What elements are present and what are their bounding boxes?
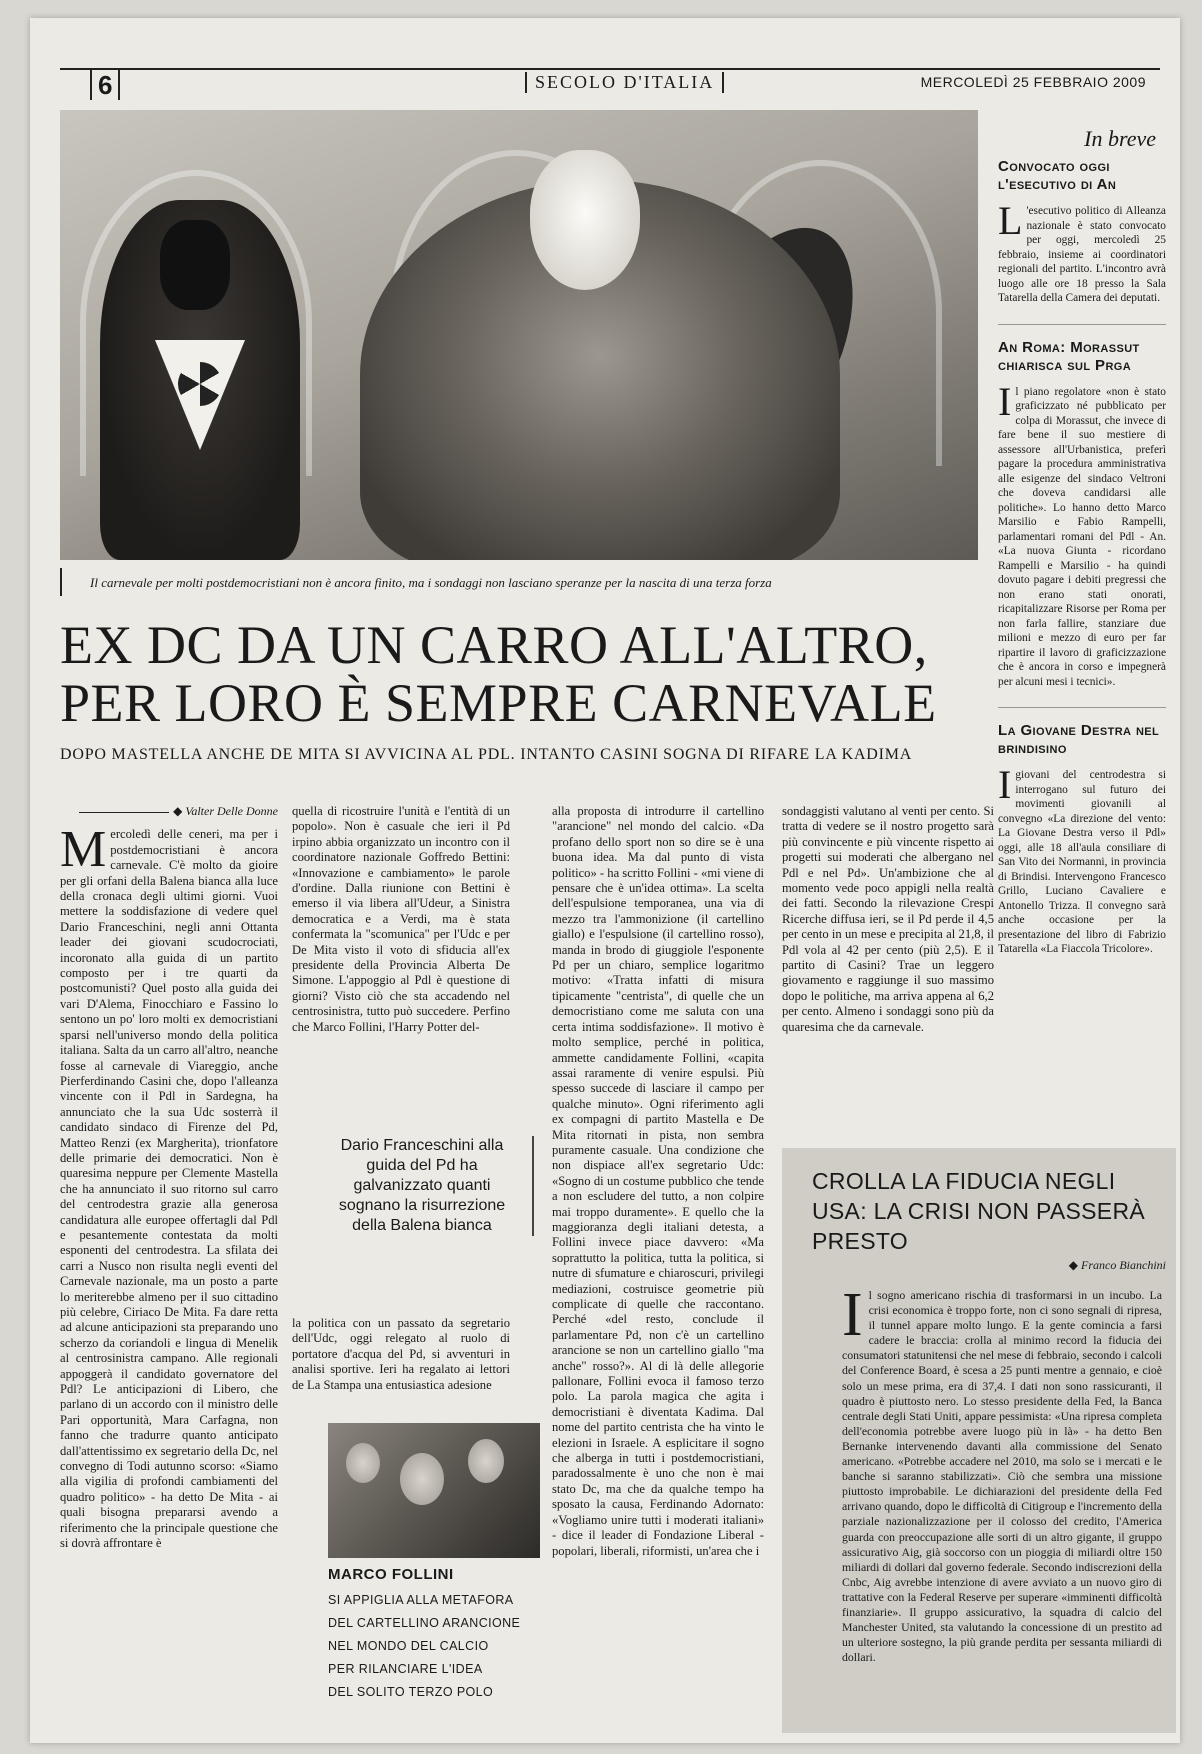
byline: ◆ Valter Delle Donne: [60, 804, 278, 819]
masthead: SECOLO D'ITALIA: [525, 72, 724, 93]
body-text: sondaggisti valutano al venti per cento. Si tratta di vedere se il nostro progetto sarà più convincente e più vincente rispetto ai progetti sui moderati che albergano nel Pdl e nel Pd». Un'ambizione che al momento vede poco appigli nella realtà dei fatti. Secondo la rilevazione Crespi Ricerche diffusa ieri, se il Pd perde il 4,5 per cento in un mese e precipita al 21,8, il Pdl vola al 42 per cento (più 2,5). E il partito di Casini? Trae un leggero giovamento e raggiunge il suo massimo dopo le politiche, ma arriva appena al 6,2 per cento. Almeno i sondaggi sono più da quaresima che da carnevale.: [782, 804, 994, 1034]
follini-photo: [328, 1423, 540, 1558]
headline-line: PER LORO È SEMPRE CARNEVALE: [60, 673, 937, 733]
article-column-3: [552, 804, 764, 1559]
byline-author: Valter Delle Donne: [185, 804, 278, 818]
pullquote: Dario Franceschini alla guida del Pd ha galvanizzato quanti sognano la risurrezione della Balena bianca: [322, 1136, 534, 1236]
inset-name: MARCO FOLLINI: [328, 1566, 454, 1583]
newspaper-page: [30, 18, 1180, 1743]
body-text: ercoledì delle ceneri, ma per i postdemocristiani è ancora carnevale. C'è molto da gioire per gli orfani della Balena bianca alla luce della cronaca degli ultimi giorni. Vuoi mettere la soddisfazione di vedere quel Dario Franceschini, negli anni Ottanta leader dei giovani scudocrociati, incoronato alla guida di un partito composto per i tre quarti da postcomunisti? Quel posto alla guida dei vari D'Alema, Finocchiaro e Fassino lo sentono un po' loro molti ex democristiani sparsi nell'universo mondo della politica italiana. Salta da un carro all'altro, neanche fosse al carnevale di Viareggio, anche Pierferdinando Casini che, dopo l'alleanza vincente con il Pdl in Sardegna, ha annunciato che la sua Udc sosterrà il candidato sindaco di Firenze del Pd, Matteo Renzi (ex Margherita), trionfatore delle primarie dei democratici. Non è quaresima neppure per Clemente Mastella che ha annunciato il suo ritorno sul carro del centrodestra grazie alla generosa candidatura alle europee offertagli dal Pdl e pesantemente contestata da molti esponenti del centrodestra. La sfilata dei carri a Nusco non risulta negli eventi del Carnevale nazionale, ma un posto a parte lo meriterebbe almeno per il suo cittadino più celebre, Ciriaco De Mita. Fa dare retta ad alcune anticipazioni sta preparando uno scherzo da coriandoli e lingua di Menelik al centrosinistra campano. Alle regionali appoggerà il candidato governatore del Pdl? Le anticipazioni di Libero, che parlano di un accordo con il ministro delle Pari opportunità, Mara Carfagna, non fanno che tradurre quanto anticipato dall'attentissimo ex segretario della Dc, nel convegno di Todi autunno scorso: «Siamo alla vigilia di profondi cambiamenti del quadro politico» - ha detto De Mita - ai quali bisogna prepararsi avendo a riferimento che la principale questione che si dovrà affrontare è: [60, 827, 278, 1551]
box-title: CROLLA LA FIDUCIA NEGLI USA: LA CRISI NON PASSERÀ PRESTO: [812, 1168, 1146, 1254]
article-column-1: [60, 804, 278, 1552]
box-body: [842, 1281, 1162, 1665]
brief-title: An Roma: Morassut chiarisca sul Prga: [998, 338, 1140, 374]
body-text: quella di ricostruire l'unità e l'entità di un popolo». Non è casuale che ieri il Pd irpino abbia organizzato un incontro con il coordinatore nazionale Goffredo Bettini: «Innovazione e cambiamento» le parole d'ordine. Dalla riunione con Bettini è emerso il via libera all'Udeur, a Sinistra democratica e a Verdi, ma è stata confermata la "scomunica" per l'Udc e per De Mita visto il voto di sfiducia all'ex presidente della Provincia Alberta De Simone. L'appoggio al Pdl è questione di giorni? Visto ciò che sta accadendo nel centrosinistra, tutto può succedere. Perfino che Marco Follini, l'Harry Potter del-: [292, 804, 510, 1034]
sidebar-label: In breve: [1084, 126, 1156, 151]
white-mask: [530, 150, 640, 290]
dropcap: I: [998, 378, 1012, 424]
header-rule: [60, 68, 1160, 70]
byline-rule: [79, 812, 169, 813]
page-header: [60, 48, 1160, 98]
brief-title: Convocato oggi l'esecutivo di An: [998, 158, 1117, 193]
article-column-4: [782, 804, 994, 1035]
headline-line: EX DC DA UN CARRO ALL'ALTRO,: [60, 615, 928, 675]
brief-title: La Giovane Destra nel brindisino: [998, 722, 1160, 757]
brief-text: 'esecutivo politico di Alleanza nazionale è stato convocato per oggi, mercoledì 25 febbraio, insieme ai coordinatori regionali del partito. L'incontro avrà luogo alle ore 18 presso la Sala Tatarella della Camera dei deputati.: [998, 205, 1166, 304]
carnival-photo: [60, 110, 978, 560]
inset-line: DEL SOLITO TERZO POLO: [328, 1685, 494, 1699]
headline: [60, 616, 990, 732]
face-shape: [346, 1443, 380, 1483]
box-author: Franco Bianchini: [1081, 1258, 1166, 1272]
dropcap: I: [998, 762, 1012, 807]
inset-line: PER RILANCIARE L'IDEA: [328, 1662, 483, 1676]
inset-line: DEL CARTELLINO ARANCIONE: [328, 1616, 521, 1630]
dropcap: I: [842, 1281, 863, 1349]
brief-item: [998, 707, 1166, 957]
article-column-2-bottom: [292, 1316, 510, 1393]
article-column-2: [292, 804, 510, 1035]
news-briefs-sidebar: [998, 126, 1166, 975]
body-text: alla proposta di introdurre il cartellino "arancione" nel mondo del calcio. «Da profano dello sport non so dire se è una buona idea. Ma dal punto di vista politico» - ha scritto Follini - «mi viene di pensare che è un'idea ottima». La scelta dell'espulsione temporanea, una via di mezzo tra l'ammonizione (il cartellino giallo) e l'espulsione (il cartellino rosso), manda in brodo di giuggiole l'esponente Pd per un chiaro, semplice logaritmo motivo: «Tratta infatti di misura tipicamente "centrista", di quelle che un democristiano come me saluta con una certa intima soddisfazione». Il motivo è molto semplice, perché in politica, ammette candidamente Follini, «capita assai raramente di venire espulsi. Più spesso succede di lasciare il campo per qualche minuto». Ogni riferimento agli ex compagni di partito Mastella e De Mita ritornati in pista, non sembra puramente casuale. Una condizione che non dispiace all'ex segretario Udc: «Sogno di un costume pubblico che tende a non escludere del tutto, a non colpire mai troppo duramente». E quello che la maggioranza degli italiani detesta, a Follini invece piace davvero: «Ma soprattutto la politica, tutta la politica, si nutre di sfumature e chiaroscuri, privilegi mediazioni, costruisce geometrie più complicate di quelle che raccontano. Perché «del resto, conclude il parlamentare Pd, non c'è un cartellino arancione se non un cartellino giallo "ma anche" rosso?». Al di là delle allegorie pallonare, Follini evoca il famoso terzo polo. La parola magica che agita i democristiani è diventata Kadima. Dal nome del partito centrista che ha vinto le elezioni in Israele. A esplicitare il sogno che alberga in tutti i postdemocristiani, paradossalmente è uno che non è mai stato Dc, ma che da qualche tempo ha sposato la causa, Ferdinando Adornato: «Vogliamo unire tutti i moderati italiani» - dice il leader di Fondazione Liberal - popolari, liberali, riformisti, un'area che i: [552, 804, 764, 1558]
brief-item: [998, 158, 1166, 306]
box-byline: ◆ Franco Bianchini: [1068, 1258, 1166, 1272]
body-text: l sogno americano rischia di trasformarsi in un incubo. La crisi economica è troppo forte, non ci sono segnali di ripresa, il tunnel appare molto lungo. E la gente comincia a farsi cadere le braccia: crolla al minimo record la fiducia dei consumatori statunitensi che nel mese di febbraio, secondo i calcoli del Conference Board, è scesa a 25 punti mentre a gennaio, e cioè solo un mese prima, era di 37,4. I dati non sono rassicuranti, il quadro è piuttosto nero. Lo stesso presidente della Fed, la Banca centrale degli Stati Uniti, appare pessimista: «Una ripresa completa dell'economia potrebbe avere luogo più in là» - ha detto Ben Bernanke intervenendo davanti alla commissione del Senato americano. «Potrebbe accadere nel 2010, ma solo se i mercati e le banche si saranno stabilizzati». Ciò che sembra una missione piuttosto improbabile. Le dichiarazioni del presidente della Fed arrivano quando, dopo le difficoltà di Citigroup e l'incremento della parziale nazionalizzazione per il colosso del credito, l'America guarda con preoccupazione alle sorti di un altro gigante, il gruppo assicurativo Aig, già soccorso con un pioggia di miliardi oltre 150 miliardi di dollari dal governo federale. Secondo indiscrezioni della Cnbc, Aig avrebbe intenzione di avere avviato a un nuovo giro di trattative con la Federal Reserve per superare «imminenti difficoltà finanziarie». Il gruppo assicurativo, la squadra di calcio del Manchester United, sta valutando la concessione di un prestito ad un ulteriore sostegno, la più grande perdita per sessanta miliardi di dollari.: [842, 1288, 1162, 1665]
inset-line: NEL MONDO DEL CALCIO: [328, 1639, 489, 1653]
black-mask: [160, 220, 230, 310]
boxed-story: [782, 1148, 1176, 1733]
dropcap: M: [60, 821, 107, 879]
issue-date: MERCOLEDÌ 25 FEBBRAIO 2009: [917, 74, 1150, 90]
face-shape: [400, 1453, 444, 1505]
brief-text: l piano regolatore «non è stato graficizzato né pubblicato per colpa di Morassut, che invece di fare bene il suo mestiere di assessore all'Urbanistica, preferì pagare la procedura amministrativa alle esigenze del sindaco Veltroni che doveva candidarsi alle politiche». Lo hanno detto Marco Marsilio e Fabio Rampelli, parlamentari romani del Pdl - An. «La nuova Giunta - ricordano Rampelli e Marsilio - ha quindi dovuto pagare i debiti pregressi che non erano stati onorati, ricapitalizzare Risorse per Roma per non farla fallire, stanziare due milioni e mezzo di euro per far ripartire il lavoro di graficizzazione che è ancora in corso e impegnerà per alcuni mesi i tecnici».: [998, 385, 1166, 688]
radiation-icon: [178, 362, 222, 406]
inset-line: SI APPIGLIA ALLA METAFORA: [328, 1593, 514, 1607]
photo-caption: Il carnevale per molti postdemocristiani non è ancora finito, ma i sondaggi non lasciano speranze per la nascita di una terza forza: [60, 568, 1008, 596]
brief-item: [998, 324, 1166, 690]
body-text: la politica con un passato da segretario dell'Udc, oggi relegato al ruolo di portatore d'acqua del Pd, si avventuri in analisi sportive. Ieri ha regalato ai lettori de La Stampa una entusiastica adesione: [292, 1316, 510, 1392]
page-number: 6: [90, 70, 120, 100]
brief-text: giovani del centrodestra si interrogano sul futuro dei movimenti giovanili al convegno «La direzione del vento: La Giovane Destra verso il Pdl» oggi, alle 18 all'aula consiliare di San Vito dei Normanni, in provincia di Brindisi. Intervengono Francesco Grillo, Luciano Cavaliere e Antonello Trizza. Il convegno sarà anche occasione per la presentazione del libro di Fabrizio Tatarella «La Fiaccola Tricolore».: [998, 769, 1166, 955]
dropcap: L: [998, 198, 1023, 243]
inset-caption: [328, 1566, 540, 1704]
kicker: DOPO MASTELLA ANCHE DE MITA SI AVVICINA AL PDL. INTANTO CASINI SOGNA DI RIFARE LA KADIMA: [60, 746, 913, 763]
face-shape: [468, 1439, 504, 1483]
